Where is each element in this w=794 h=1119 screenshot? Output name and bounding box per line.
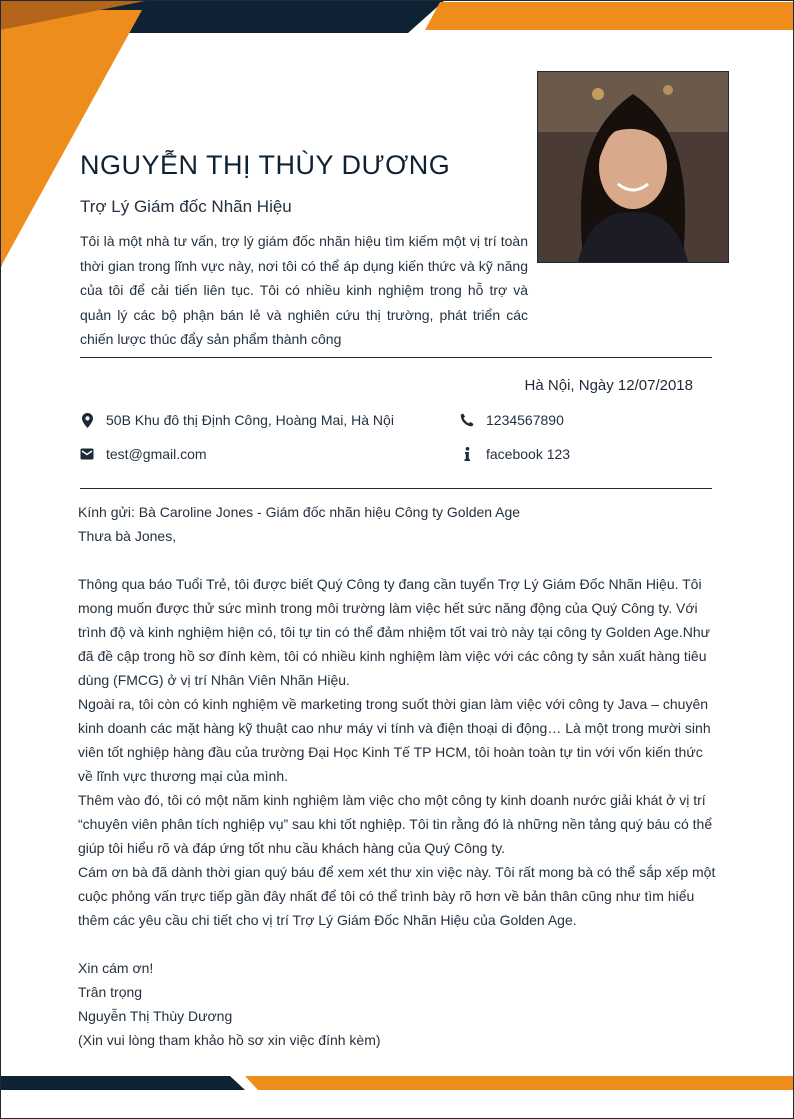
letter-paragraph: Cám ơn bà đã dành thời gian quý báu để xem xét thư xin việc này. Tôi rất mong bà có thể sắp xếp một cuộc phỏng vấn trực tiếp gần đây nhất để tôi có thể trình bày rõ hơn về bản thân cũng như tìm hiểu thêm các yêu cầu chi tiết cho vị trí Trợ Lý Giám Đốc Nhãn Hiệu của Golden Age. xyxy=(78,864,716,928)
info-icon xyxy=(460,446,474,462)
contact-facebook xyxy=(460,446,570,462)
letter-paragraph: Thông qua báo Tuổi Trẻ, tôi được biết Quý Công ty đang cần tuyển Trợ Lý Giám Đốc Nhãn Hiệu. Tôi mong muốn được thử sức mình trong môi trường làm việc hết sức năng động của Quý Công ty. Với trình độ và kinh nghiệm hiện có, tôi tự tin có thể đảm nhiệm tốt vai trò này tại công ty Golden Age.Như đã đề cập trong hồ sơ đính kèm, tôi có nhiều kinh nghiệm làm việc với các công ty sản xuất hàng tiêu dùng (FMCG) ở vị trí Nhân Viên Nhãn Hiệu. xyxy=(78,576,710,688)
email-text: test@gmail.com xyxy=(106,446,207,462)
letter-attachment-note: (Xin vui lòng tham khảo hồ sơ xin việc đính kèm) xyxy=(78,1032,381,1048)
contact-phone xyxy=(460,412,564,428)
spacer xyxy=(78,932,718,956)
profile-photo xyxy=(537,71,729,263)
divider-bottom xyxy=(80,488,712,489)
letter-paragraph: Ngoài ra, tôi còn có kinh nghiệm về marketing trong suốt thời gian làm việc với công ty Java – chuyên kinh doanh các mặt hàng kỹ thuật cao như máy vi tính và điện thoại di động… Là một trong mười sinh viên tốt nghiệp hàng đầu của trường Đại Học Kinh Tế TP HCM, tôi hoàn toàn tự tin với vốn kiến thức về lĩnh vực thương mại của mình. xyxy=(78,696,711,784)
portrait-illustration xyxy=(538,72,728,262)
job-title: Trợ Lý Giám đốc Nhãn Hiệu xyxy=(80,197,292,216)
envelope-icon xyxy=(80,446,94,462)
facebook-text: facebook 123 xyxy=(486,446,571,462)
profile-summary: Tôi là một nhà tư vấn, trợ lý giám đốc nhãn hiệu tìm kiếm một vị trí toàn thời gian trong lĩnh vực này, nơi tôi có thể áp dụng kiến thức và kỹ năng của tôi để cải tiến liên tục. Tôi có nhiều kinh nghiệm trong hỗ trợ và quản lý các bộ phận bán lẻ và nghiên cứu thị trường, phát triển các chiến lược thúc đẩy sản phẩm thành công xyxy=(80,233,528,347)
letter-recipient: Kính gửi: Bà Caroline Jones - Giám đốc nhãn hiệu Công ty Golden Age xyxy=(78,504,521,520)
cover-letter-body xyxy=(78,500,718,1052)
address-text: 50B Khu đô thị Định Công, Hoàng Mai, Hà Nội xyxy=(106,412,394,428)
letter-signature-name: Nguyễn Thị Thùy Dương xyxy=(78,1008,233,1024)
phone-icon xyxy=(460,412,474,428)
map-pin-icon xyxy=(80,412,94,428)
letter-closing-regards: Trân trọng xyxy=(78,984,143,1000)
phone-text: 1234567890 xyxy=(486,412,564,428)
candidate-name: NGUYỄN THỊ THÙY DƯƠNG xyxy=(80,150,451,180)
spacer xyxy=(78,548,718,572)
contact-address xyxy=(80,412,394,428)
letter-salutation: Thưa bà Jones, xyxy=(78,528,177,544)
letter-paragraph: Thêm vào đó, tôi có một năm kinh nghiệm làm việc cho một công ty kinh doanh nước giải khát ở vị trí “chuyên viên phân tích nghiệp vụ” sau khi tốt nghiệp. Tôi tin rằng đó là những nền tảng quý báu có thể giúp tôi hiểu rõ và đáp ứng tốt nhu cầu khách hàng của Quý Công ty. xyxy=(78,792,713,856)
letter-date: Hà Nội, Ngày 12/07/2018 xyxy=(524,377,693,394)
divider-top xyxy=(80,357,712,358)
letter-closing-thanks: Xin cám ơn! xyxy=(78,960,154,976)
contact-email xyxy=(80,446,207,462)
